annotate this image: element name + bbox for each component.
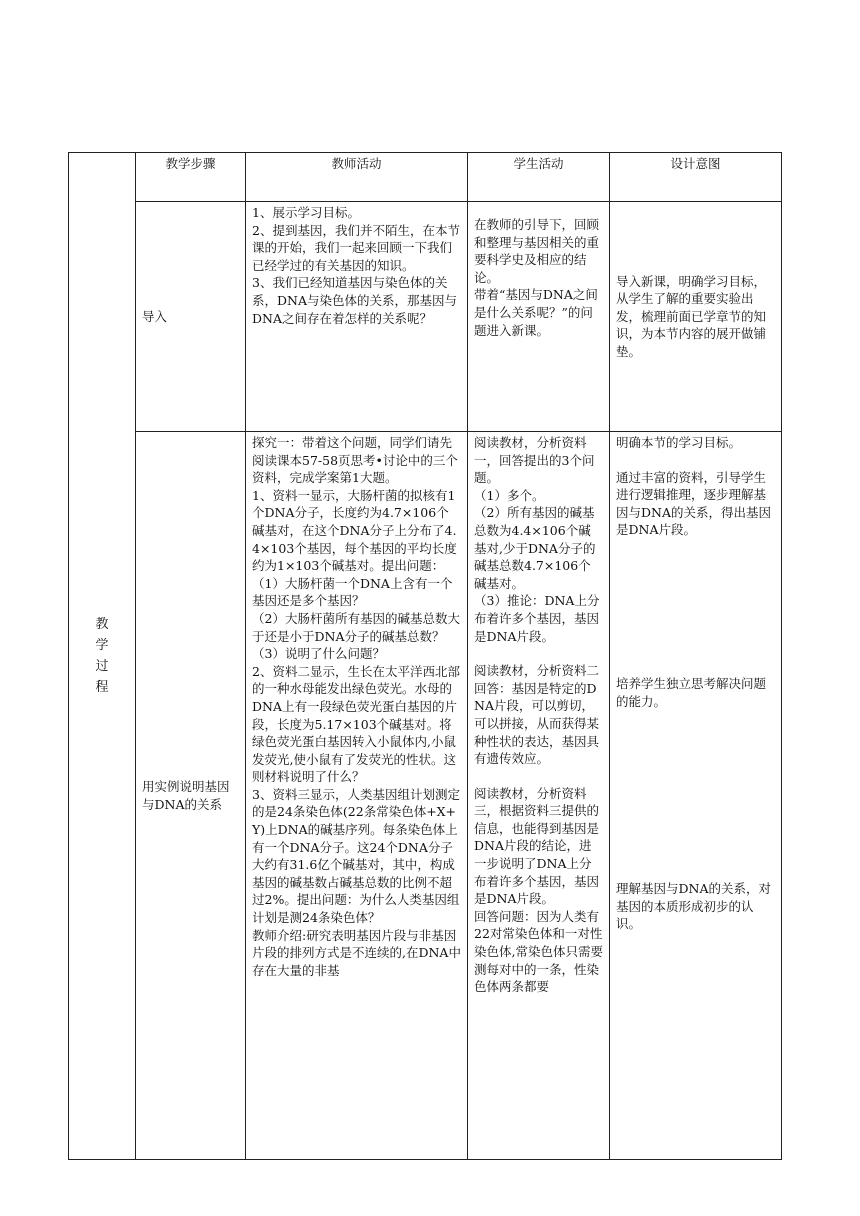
cell-paragraph (616, 795, 775, 812)
cell-paragraph: 教师介绍:研究表明基因片段与非基因片段的排列方式是不连续的,在DNA中存在大量的非基 (252, 927, 461, 978)
teacher-activity-cell (246, 202, 468, 432)
cell-paragraph: 探究一：带着这个问题，同学们请先阅读课本57-58页思考•讨论中的三个资料，完成学案第1大题。 (252, 435, 458, 486)
cell-paragraph: 3、我们已经知道基因与染色体的关系，DNA与染色体的关系，那基因与DNA之间存在着怎样的关系呢？ (252, 275, 457, 326)
cell-paragraph (616, 573, 775, 590)
cell-paragraph (616, 863, 775, 880)
cell-paragraph (616, 710, 775, 727)
cell-paragraph: 带着“基因与DNA之间是什么关系呢？”的问题进入新课。 (474, 287, 598, 338)
cell-paragraph: 明确本节的学习目标。 (616, 435, 742, 450)
table-row (69, 202, 782, 432)
cell-paragraph: （2）大肠杆菌所有基因的碱基总数大于还是小于DNA分子的碱基总数？ (252, 610, 460, 644)
cell-paragraph: （3）说明了什么问题？ (252, 646, 385, 662)
cell-paragraph (474, 768, 603, 785)
cell-paragraph (616, 556, 775, 573)
section-label-cell (69, 153, 136, 1160)
cell-paragraph: 1、资料一显示，大肠杆菌的拟核有1个DNA分子，长度约为4.7×106个碱基对，在这个DNA分子上分布了4.4×103个基因，每个基因的平均长度约为1×103个碱基对。提出问题： (252, 487, 457, 574)
cell-paragraph: 导入新课，明确学习目标，从学生了解的重要实验出发，梳理前面已学章节的知识，为本节内容的展开做铺垫。 (616, 273, 767, 359)
cell-paragraph: 阅读教材，分析资料二回答：基因是特定的DNA片段，可以剪切，可以拼接，从而获得某种性状的表达，基因具有遗传效应。 (474, 663, 600, 767)
cell-paragraph (616, 744, 775, 761)
header-teacher: 教师活动 (246, 153, 468, 202)
section-label: 教学过程 (95, 617, 109, 695)
cell-paragraph (616, 778, 775, 795)
cell-paragraph: （3）推论：DNA上分布着许多个基因，基因是DNA片段。 (474, 593, 600, 644)
header-step: 教学步骤 (136, 153, 246, 202)
cell-paragraph (616, 590, 775, 607)
header-intent: 设计意图 (610, 153, 782, 202)
design-intent-cell (610, 202, 782, 432)
cell-paragraph: 在教师的引导下，回顾和整理与基因相关的重要科学史及相应的结论。 (474, 217, 600, 285)
cell-paragraph: 2、提到基因，我们并不陌生，在本节课的开始，我们一起来回顾一下我们已经学过的有关基因的知识。 (252, 222, 460, 273)
cell-paragraph: 通过丰富的资料，引导学生进行逻辑推理，逐步理解基因与DNA的关系，得出基因是DNA片段。 (616, 469, 771, 538)
cell-paragraph (616, 641, 775, 658)
cell-paragraph: （1）大肠杆菌一个DNA上含有一个基因还是多个基因？ (252, 575, 453, 609)
cell-paragraph: 培养学生独立思考解决问题的能力。 (616, 675, 767, 709)
cell-paragraph (616, 658, 775, 675)
cell-paragraph (616, 812, 775, 829)
cell-paragraph: （2）所有基因的碱基总数为4.4×106个碱基对,少于DNA分子的碱基总数4.7×106个碱基对。 (474, 505, 596, 591)
student-activity-cell (468, 432, 610, 1160)
table-row (69, 432, 782, 1160)
header-row (69, 153, 782, 202)
student-activity-cell (468, 202, 610, 432)
cell-paragraph (616, 727, 775, 744)
lesson-plan-table (68, 152, 782, 1160)
cell-paragraph: 理解基因与DNA的关系，对基因的本质形成初步的认识。 (616, 881, 771, 932)
cell-paragraph (616, 624, 775, 641)
cell-paragraph (616, 607, 775, 624)
design-intent-cell (610, 432, 782, 1160)
cell-paragraph (616, 761, 775, 778)
cell-paragraph: 阅读教材，分析资料一，回答提出的3个问题。 (474, 435, 595, 486)
cell-paragraph: 2、资料二显示，生长在太平洋西北部的一种水母能发出绿色荧光。水母的DNA上有一段绿色荧光蛋白基因的片段，长度为5.17×103个碱基对。将绿色荧光蛋白基因转入小鼠体内,小鼠发荧光,使小鼠有了发荧光的性状。这则材料说明了什么？ (252, 663, 460, 785)
step-cell: 导入 (136, 202, 246, 432)
teacher-activity-cell (246, 432, 468, 1160)
cell-paragraph (616, 452, 775, 469)
cell-paragraph (616, 829, 775, 846)
cell-paragraph (616, 846, 775, 863)
header-student: 学生活动 (468, 153, 610, 202)
cell-paragraph: （1）多个。 (474, 487, 545, 503)
cell-paragraph: 回答问题：因为人类有22对常染色体和一对性染色体,常染色体只需要测每对中的一条，性染色体两条都要 (474, 908, 603, 995)
cell-paragraph (474, 645, 603, 662)
cell-paragraph: 3、资料三显示，人类基因组计划测定的是24条染色体(22条常染色体+X+Y)上DNA的碱基序列。每条染色体上有一个DNA分子。这24个DNA分子大约有31.6亿个碱基对，其中，构成基因的碱基数占碱基总数的比例不超过2%。提出问题：为什么人类基因组计划是测24条染色体？ (252, 786, 460, 926)
cell-paragraph: 1、展示学习目标。 (252, 205, 360, 220)
step-cell: 用实例说明基因与DNA的关系 (136, 432, 246, 1160)
cell-paragraph: 阅读教材，分析资料三，根据资料三提供的信息，也能得到基因是DNA片段的结论，进一步说明了DNA上分布着许多个基因，基因是DNA片段。 (474, 785, 600, 907)
cell-paragraph (616, 539, 775, 556)
